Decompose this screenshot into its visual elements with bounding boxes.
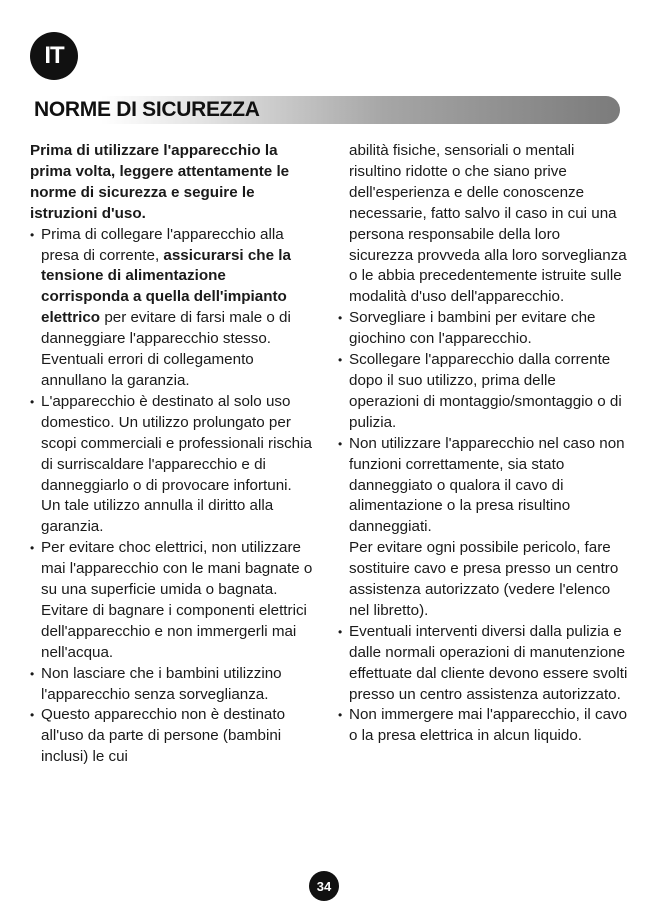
safety-item-voltage [30, 225, 315, 392]
voltage-text-pre: Prima di collegare l'apparecchio alla presa di corrente, [41, 225, 284, 264]
page-number: 34 [316, 878, 332, 894]
safety-item-unplug: • Scollegare l'apparecchio dalla corrente dopo il suo utilizzo, prima delle operazioni di montaggio/smontaggio o di pulizia. [338, 350, 628, 434]
malfunction-extra-text: Per evitare ogni possibile pericolo, fare sostituire cavo e presa presso un centro assistenza autorizzato (vedere l'elenco nel libretto). [349, 539, 619, 619]
safety-item-reduced-capabilities: • Questo apparecchio non è destinato all'uso da parte di persone (bambini inclusi) le cui [30, 705, 315, 768]
section-title-bar [30, 96, 620, 124]
page-number-badge [309, 871, 339, 901]
reduced-capabilities-continuation: abilità fisiche, sensoriali o mentali risultino ridotte o che siano prive dell'esperienza e delle conoscenze necessarie, fatto salvo il caso in cui una persona responsabile della loro sicurezza provveda alla loro sorveglianza o le abbia precedentemente istruite sulle modalità d'uso dell'apparecchio. [349, 142, 627, 306]
intro-paragraph: Prima di utilizzare l'apparecchio la prima volta, leggere attentamente le norme di sicurezza e seguire le istruzioni d'uso. [30, 142, 290, 222]
voltage-text-bold: assicurarsi che la tensione di alimentazione corrisponda a quella dell'impianto elettrico [41, 246, 291, 327]
safety-item-children-play: • Sorvegliare i bambini per evitare che giochino con l'apparecchio. [338, 308, 628, 350]
malfunction-text: Non utilizzare l'apparecchio nel caso non funzioni correttamente, sia stato danneggiato o qualora il cavo di alimentazione o la presa risultino danneggiati. [349, 434, 625, 536]
language-badge [30, 32, 78, 80]
voltage-text-post: per evitare di farsi male o di danneggiare l'apparecchio stesso. Eventuali errori di collegamento annullano la garanzia. [41, 309, 291, 389]
safety-item-malfunction [338, 434, 628, 622]
safety-item-service-center: • Eventuali interventi diversi dalla pulizia e dalle normali operazioni di manutenzione effettuate dal cliente devono essere svolti presso un centro assistenza autorizzato. [338, 622, 628, 706]
safety-item-electric-shock: • Per evitare choc elettrici, non utilizzare mai l'apparecchio con le mani bagnate o su una superficie umida o bagnata. Evitare di bagnare i componenti elettrici dell'apparecchio e non immergerli mai nell'acqua. [30, 538, 315, 663]
left-column [30, 141, 315, 768]
safety-item-no-immersion: • Non immergere mai l'apparecchio, il cavo o la presa elettrica in alcun liquido. [338, 705, 628, 747]
safety-item-children-supervision: • Non lasciare che i bambini utilizzino l'apparecchio senza sorveglianza. [30, 664, 315, 706]
section-title: NORME DI SICUREZZA [34, 98, 260, 121]
safety-list-right [338, 308, 628, 747]
language-badge-label: IT [44, 42, 64, 69]
right-column [338, 141, 628, 747]
safety-item-domestic-use: • L'apparecchio è destinato al solo uso domestico. Un utilizzo prolungato per scopi commerciali e professionali rischia di surriscaldare l'apparecchio e di danneggiarlo o di provocare infortuni. Un tale utilizzo annulla il diritto alla garanzia. [30, 392, 315, 538]
safety-list-left [30, 225, 315, 769]
